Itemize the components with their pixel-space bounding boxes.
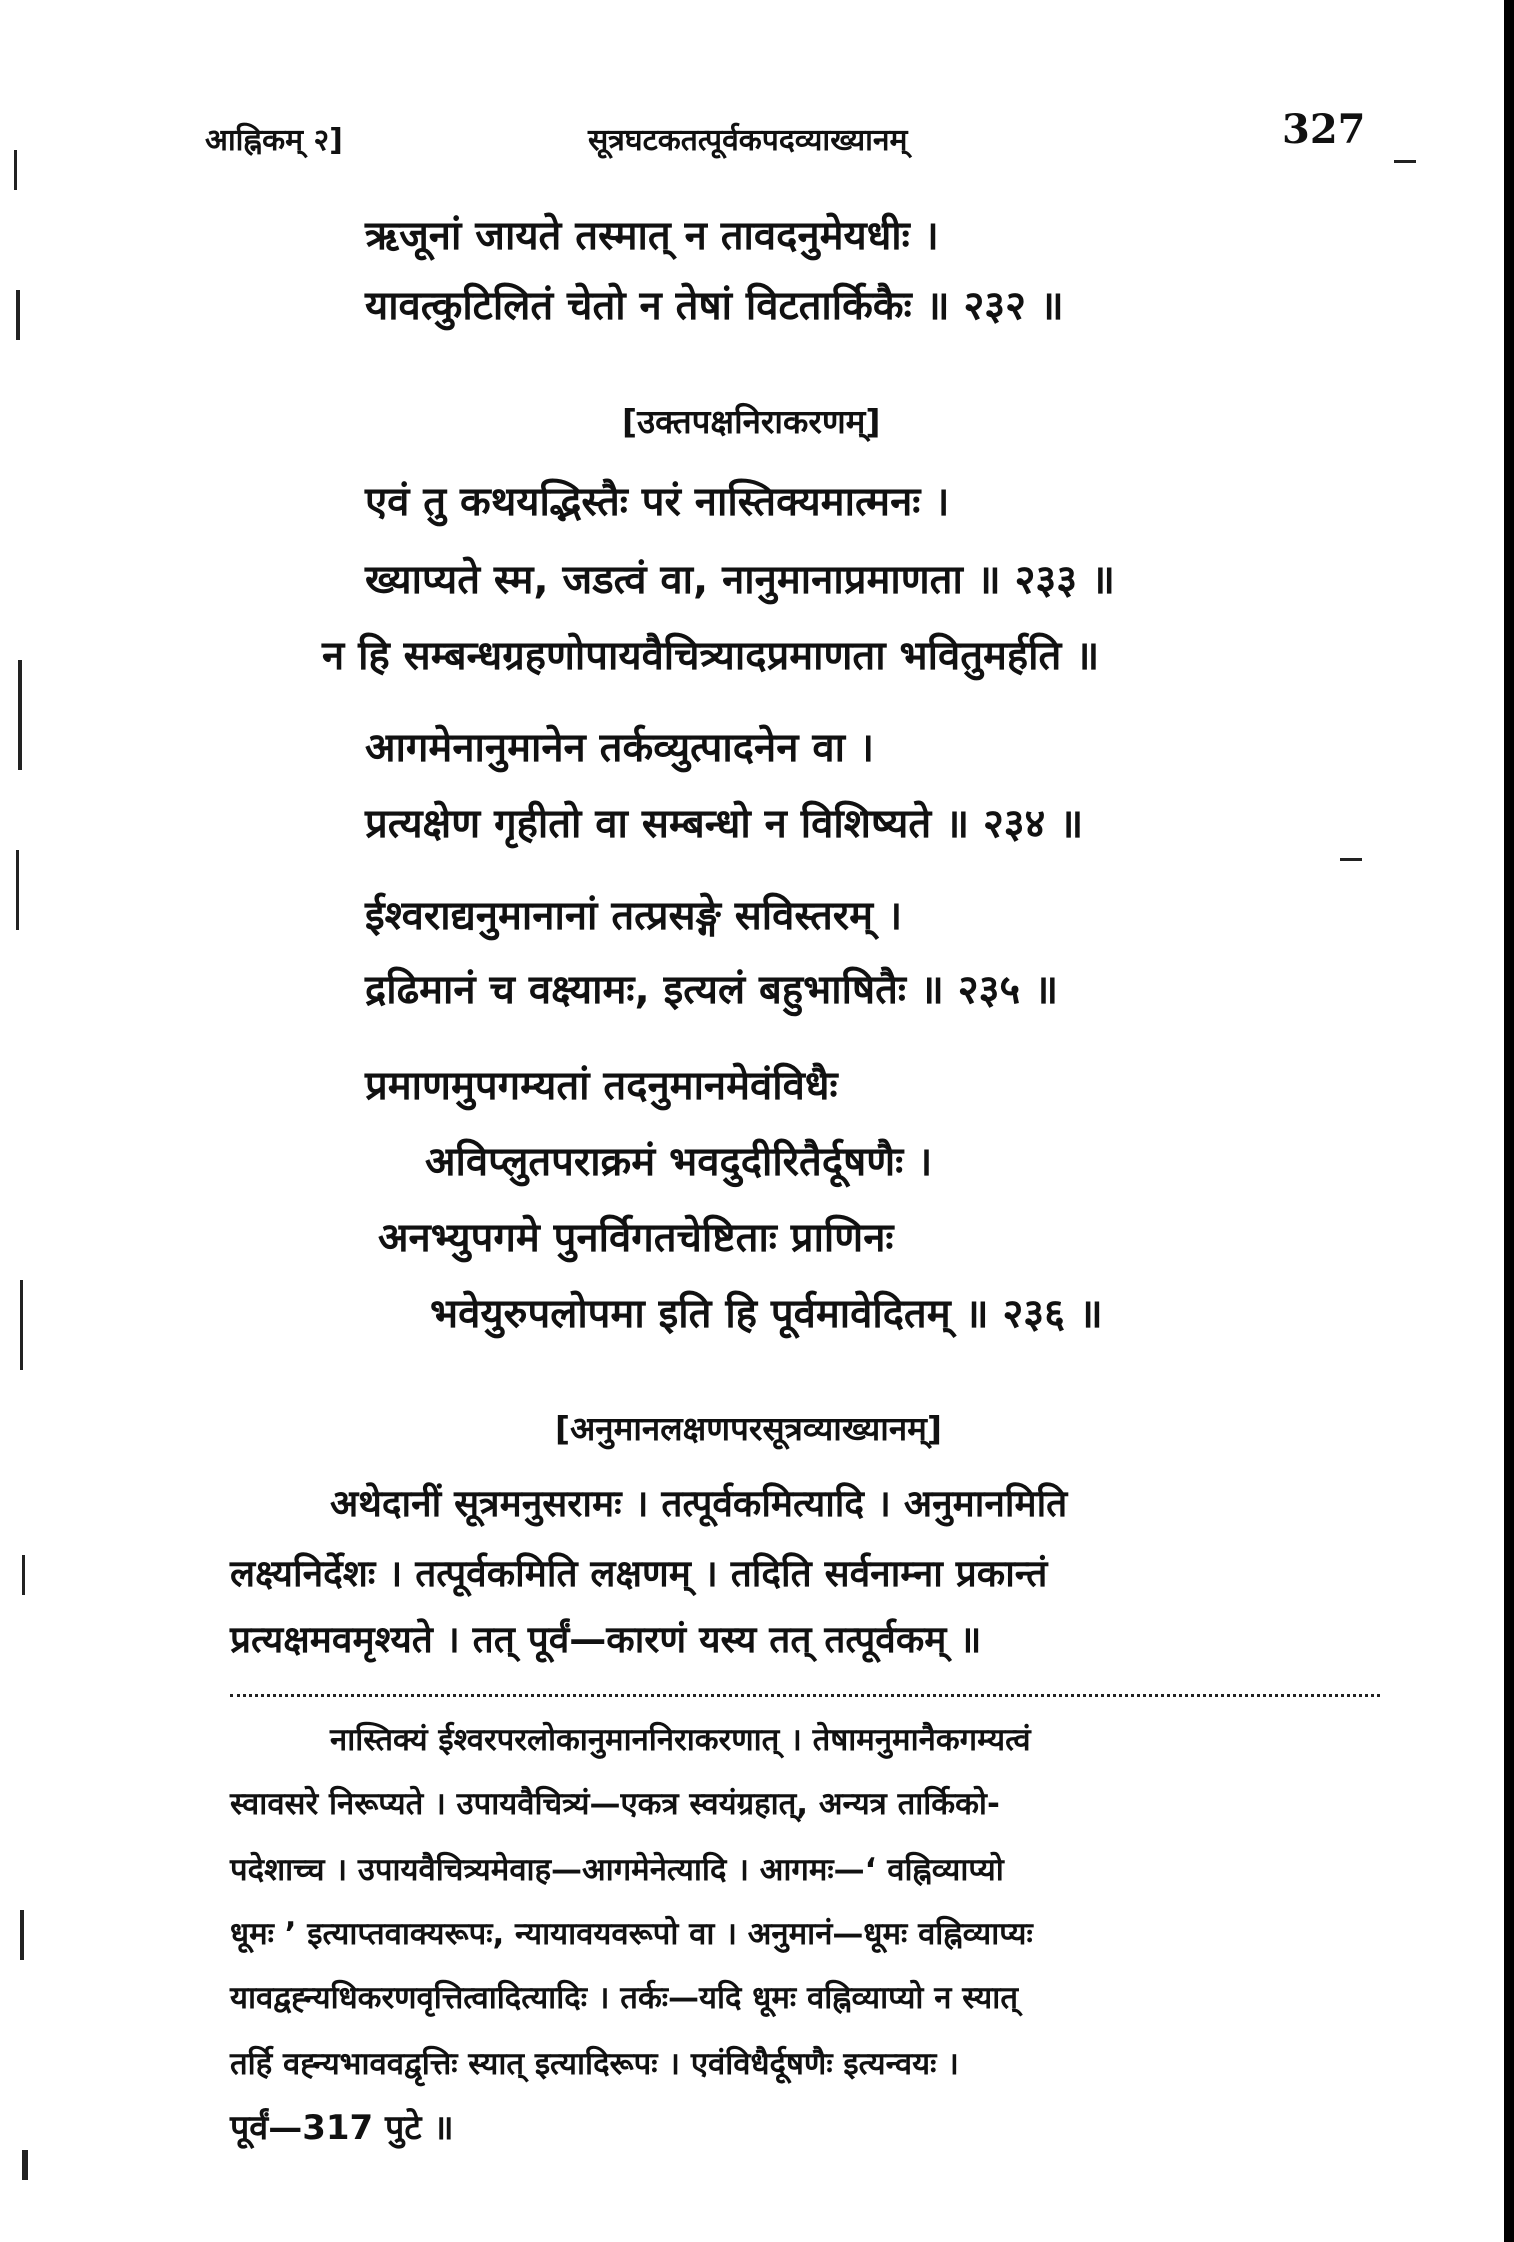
verse-line: अनभ्युपगमे पुनर्विगतचेष्टिताः प्राणिनः <box>378 1215 894 1261</box>
scan-speck <box>1340 858 1362 861</box>
prose-line: अथेदानीं सूत्रमनुसरामः । तत्पूर्वकमित्यादि । अनुमानमिति <box>330 1482 1068 1525</box>
scan-speck <box>22 2150 28 2180</box>
footnote-line: धूमः ’ इत्याप्तवाक्यरूपः, न्यायावयवरूपो वा । अनुमानं—धूमः वह्निव्याप्यः <box>230 1916 1033 1952</box>
footnote-separator <box>230 1694 1380 1697</box>
running-header-left: आह्निकम् २] <box>205 123 343 158</box>
page-number: 327 <box>1282 106 1366 153</box>
verse-line: ईश्वराद्यनुमानानां तत्प्रसङ्गे सविस्तरम् । <box>365 893 903 939</box>
scan-speck <box>1394 160 1416 163</box>
verse-line: आगमेनानुमानेन तर्कव्युत्पादनेन वा । <box>365 725 875 771</box>
verse-line: द्रढिमानं च वक्ष्यामः, इत्यलं बहुभाषितैः ॥ २३५ ॥ <box>365 967 1059 1013</box>
scan-speck <box>16 850 19 930</box>
section-heading: [उक्तपक्षनिराकरणम्] <box>622 402 881 441</box>
scan-speck <box>20 1910 24 1960</box>
footnote-line: तर्हि वह्न्यभाववद्वृत्तिः स्यात् इत्यादिरूपः । एवंविधैर्दूषणैः इत्यन्वयः । <box>230 2046 959 2082</box>
prose-line: लक्ष्यनिर्देशः । तत्पूर्वकमिति लक्षणम् । तदिति सर्वनाम्ना प्रकान्तं <box>230 1552 1048 1595</box>
scan-speck <box>20 1280 23 1370</box>
verse-line: ख्याप्यते स्म, जडत्वं वा, नानुमानाप्रमाणता ॥ २३३ ॥ <box>365 557 1115 603</box>
verse-line: भवेयुरुपलोपमा इति हि पूर्वमावेदितम् ॥ २३६ ॥ <box>430 1291 1103 1337</box>
running-header-title: सूत्रघटकतत्पूर्वकपदव्याख्यानम् <box>588 123 908 158</box>
scan-speck <box>16 290 20 340</box>
verse-line: प्रत्यक्षेण गृहीतो वा सम्बन्धो न विशिष्यते ॥ २३४ ॥ <box>365 801 1084 847</box>
verse-line: यावत्कुटिलितं चेतो न तेषां विटतार्किकैः ॥ २३२ ॥ <box>365 283 1064 329</box>
verse-line: प्रमाणमुपगम्यतां तदनुमानमेवंविधैः <box>365 1063 838 1109</box>
prose-line: प्रत्यक्षमवमृश्यते । तत् पूर्वं—कारणं यस्य तत् तत्पूर्वकम् ॥ <box>230 1618 982 1661</box>
footnote-line: स्वावसरे निरूप्यते । उपायवैचित्र्यं—एकत्र स्वयंग्रहात्, अन्यत्र तार्किको- <box>230 1786 1000 1822</box>
verse-line: एवं तु कथयद्भिस्तैः परं नास्तिक्यमात्मनः । <box>365 479 950 525</box>
footnote-line: पदेशाच्च । उपायवैचित्र्यमेवाह—आगमेनेत्यादि । आगमः—‘ वह्निव्याप्यो <box>230 1852 1004 1888</box>
scan-speck <box>14 150 17 190</box>
scan-edge <box>1504 0 1514 2242</box>
verse-line: न हि सम्बन्धग्रहणोपायवैचित्र्यादप्रमाणता भवितुमर्हति ॥ <box>322 633 1100 679</box>
footnote-line: यावद्वह्न्यधिकरणवृत्तित्वादित्यादिः । तर्कः—यदि धूमः वह्निव्याप्यो न स्यात् <box>230 1980 1018 2016</box>
scan-speck <box>22 1555 25 1595</box>
section-heading: [अनुमानलक्षणपरसूत्रव्याख्यानम्] <box>555 1409 942 1448</box>
footnote-line: नास्तिक्यं ईश्वरपरलोकानुमाननिराकरणात् । तेषामनुमानैकगम्यत्वं <box>330 1722 1031 1758</box>
verse-line: अविप्लुतपराक्रमं भवदुदीरितैर्दूषणैः । <box>425 1139 933 1185</box>
footnote-line: पूर्वं—317 पुटे ॥ <box>230 2108 454 2148</box>
verse-line: ऋजूनां जायते तस्मात् न तावदनुमेयधीः । <box>365 213 939 259</box>
scan-speck <box>18 660 22 770</box>
